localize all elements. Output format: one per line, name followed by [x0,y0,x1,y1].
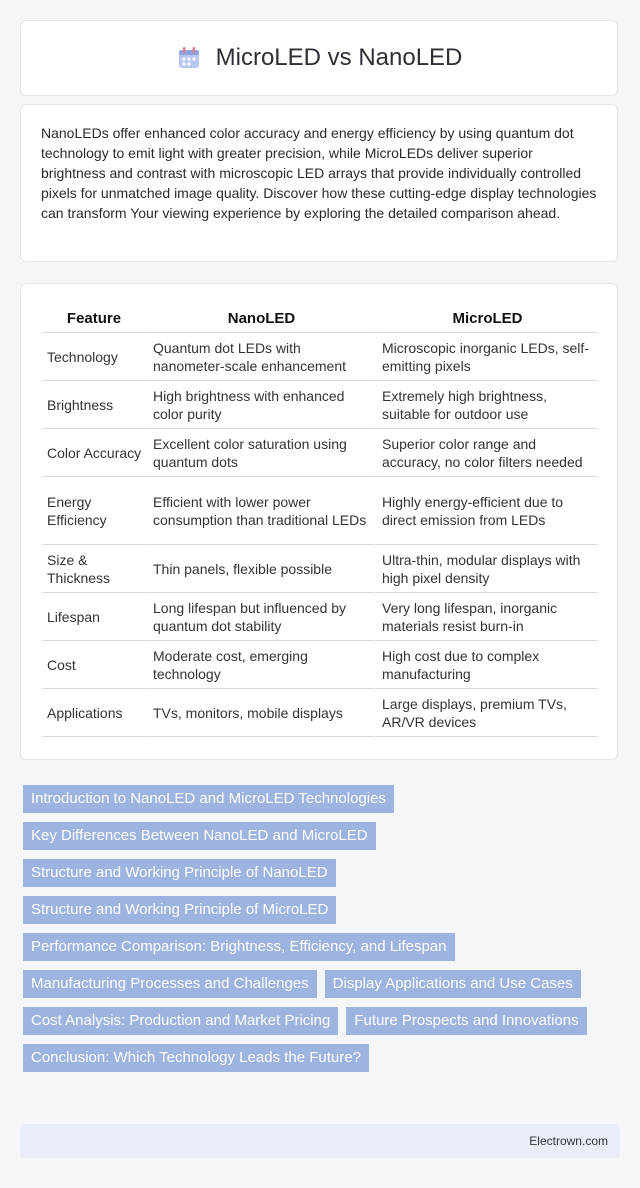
feature-cell: Color Accuracy [42,429,146,477]
feature-cell: Technology [42,333,146,381]
intro-paragraph: NanoLEDs offer enhanced color accuracy and energy efficiency by using quantum dot technology to emit light with greater precision, while MicroLEDs deliver superior brightness and contrast with microscopic LED arrays that provide individually controlled pixels for unmatched image quality. Discover how these cutting-edge display technologies can transform Your viewing experience by exploring the detailed comparison ahead. [41,125,597,221]
feature-cell: Brightness [42,381,146,429]
topic-link[interactable]: Manufacturing Processes and Challenges [23,970,317,998]
topic-link[interactable]: Structure and Working Principle of MicroLED [23,896,336,924]
table-row [42,545,598,593]
feature-cell: Lifespan [42,593,146,641]
header-feature: Feature [42,304,146,333]
microled-cell: Ultra-thin, modular displays with high pixel density [375,545,598,593]
nanoled-cell: High brightness with enhanced color purity [146,381,375,429]
table-row [42,429,598,477]
microled-cell: Superior color range and accuracy, no color filters needed [375,429,598,477]
topic-link[interactable]: Future Prospects and Innovations [346,1007,586,1035]
microled-cell: Microscopic inorganic LEDs, self-emitting pixels [375,333,598,381]
nanoled-cell: Quantum dot LEDs with nanometer-scale enhancement [146,333,375,381]
table-header-row [42,304,598,333]
table-row [42,593,598,641]
nanoled-cell: Moderate cost, emerging technology [146,641,375,689]
topic-link[interactable]: Performance Comparison: Brightness, Efficiency, and Lifespan [23,933,455,961]
header-microled: MicroLED [375,304,598,333]
intro-card [20,104,618,262]
microled-cell: Extremely high brightness, suitable for outdoor use [375,381,598,429]
table-row [42,333,598,381]
microled-cell: Very long lifespan, inorganic materials resist burn-in [375,593,598,641]
feature-cell: Cost [42,641,146,689]
comparison-table-card [20,283,618,760]
topic-link[interactable]: Cost Analysis: Production and Market Pricing [23,1007,338,1035]
microled-cell: Large displays, premium TVs, AR/VR devices [375,689,598,737]
topic-links [23,785,617,1072]
topic-link[interactable]: Display Applications and Use Cases [325,970,581,998]
topic-link[interactable]: Introduction to NanoLED and MicroLED Technologies [23,785,394,813]
topic-link[interactable]: Conclusion: Which Technology Leads the Future? [23,1044,369,1072]
microled-cell: High cost due to complex manufacturing [375,641,598,689]
feature-cell: Energy Efficiency [42,477,146,545]
feature-cell: Applications [42,689,146,737]
page-title: MicroLED vs NanoLED [215,44,463,71]
nanoled-cell: Excellent color saturation using quantum dots [146,429,375,477]
feature-cell: Size & Thickness [42,545,146,593]
nanoled-cell: Efficient with lower power consumption than traditional LEDs [146,477,375,545]
nanoled-cell: TVs, monitors, mobile displays [146,689,375,737]
comparison-table [42,304,598,737]
header-nanoled: NanoLED [146,304,375,333]
table-row [42,381,598,429]
nanoled-cell: Thin panels, flexible possible [146,545,375,593]
table-row [42,477,598,545]
footer [20,1124,620,1158]
topic-link[interactable]: Key Differences Between NanoLED and MicroLED [23,822,376,850]
table-row [42,641,598,689]
calendar-icon [176,45,202,71]
title-card [20,20,618,96]
nanoled-cell: Long lifespan but influenced by quantum dot stability [146,593,375,641]
microled-cell: Highly energy-efficient due to direct emission from LEDs [375,477,598,545]
table-row [42,689,598,737]
topic-link[interactable]: Structure and Working Principle of NanoLED [23,859,336,887]
footer-site-name: Electrown.com [529,1134,608,1148]
